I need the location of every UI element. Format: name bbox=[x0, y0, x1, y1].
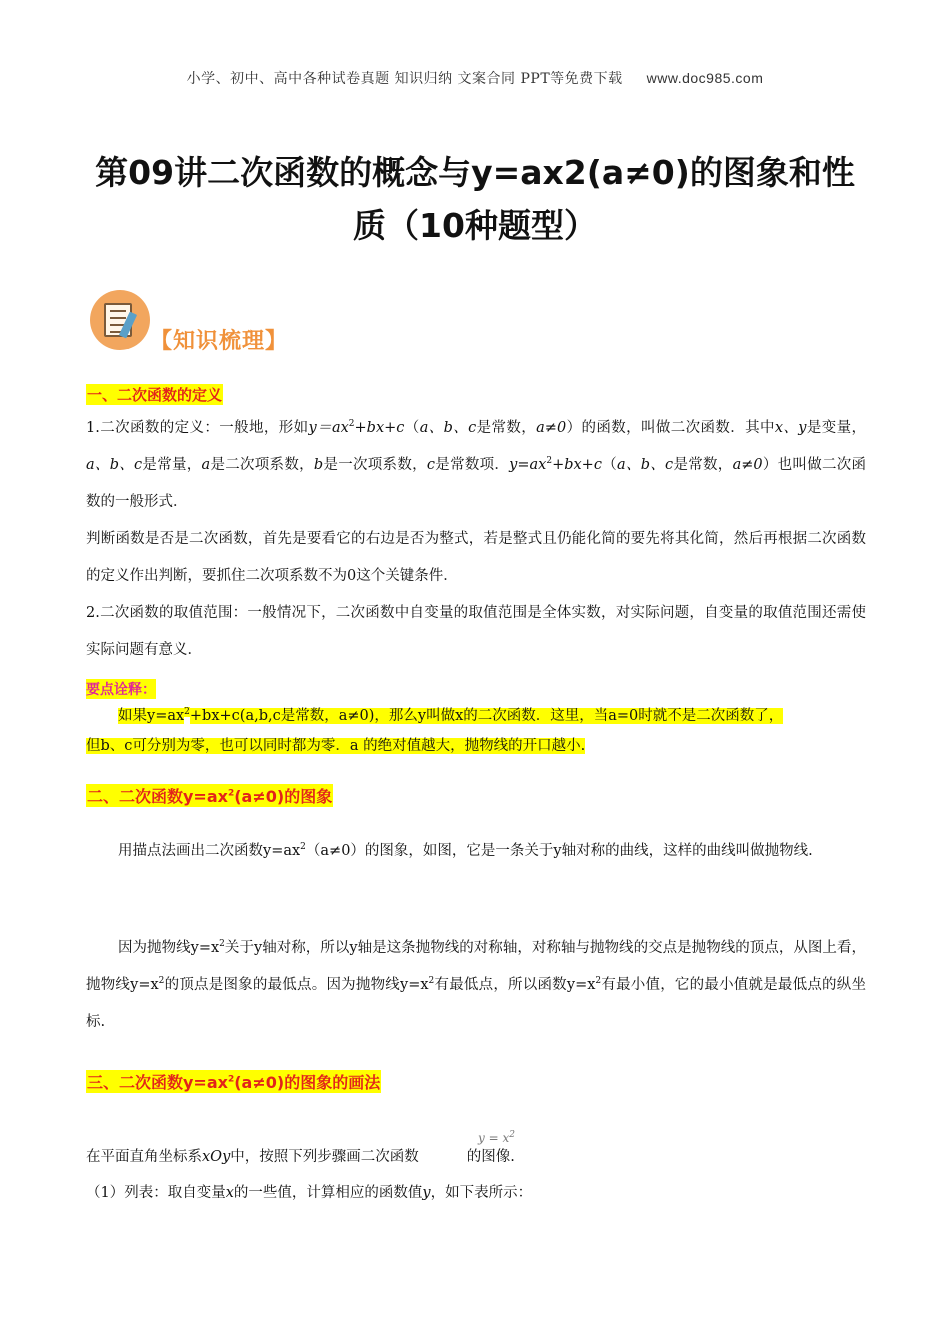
section1-paragraph2: 判断函数是否是二次函数，首先是要看它的右边是否为整式，若是整式且仍能化简的要先将其化简，然后再根据二次函数的定义作出判断，要抓住二次项系数不为0这个关键条件． bbox=[86, 531, 866, 584]
formula-image: $y = x^2$ bbox=[478, 1130, 515, 1145]
section1-paragraph1: 1.二次函数的定义：一般地，形如$y=ax^2+bx+c(a$、b、c是常数，a≠0）的函数，叫做二次函数．其中x、y是变量，a、b、c是常量，a是二次项系数，b是一次项系数，c是常数项．$y=ax^2+bx+c(a$、b、c是常数，a≠0）也叫做二次函数的一般形式． bbox=[86, 419, 867, 510]
doc-title-line1: 第09讲二次函数的概念与y=ax2(a≠0)的图象和性 bbox=[95, 153, 855, 192]
page-header bbox=[0, 68, 950, 88]
header-site: www.doc985.com bbox=[646, 70, 764, 86]
section2-heading: 二、二次函数$y=ax^2(a\ne 0)$的图象 bbox=[86, 784, 333, 807]
note-title: 要点诠释： bbox=[86, 679, 156, 699]
section3-paragraph2: （1）列表：取自变量x的一些值，计算相应的函数值y，如下表所示： bbox=[86, 1185, 533, 1201]
note-body: 如果$y=ax^2+bx+c(a,b,c$是常数，a≠0)，那么y叫做x的二次函数．这里，当a=0时就不是二次函数了， 但b、c可分别为零，也可以同时都为零．a 的绝对值越大，抛物线的开口越小. bbox=[86, 707, 784, 754]
header-text: 小学、初中、高中各种试卷真题 知识归纳 文案合同 PPT等免费下载 bbox=[186, 71, 623, 87]
section2-paragraph1: 用描点法画出二次函数$y=ax^2(a\ne 0)$的图象，如图，它是一条关于y轴对称的曲线，这样的曲线叫做抛物线. bbox=[118, 842, 813, 859]
knowledge-heading: 【知识梳理】 bbox=[150, 329, 289, 354]
doc-title-line2: 质（10种题型） bbox=[353, 206, 597, 245]
section2-paragraph2: 因为抛物线$y=x^2$关于y轴对称，所以y轴是这条抛物线的对称轴，对称轴与抛物线的交点是抛物线的顶点，从图上看，抛物线$y=x^2$的顶点是图象的最低点。因为抛物线$y=x^2$有最低点，所以函数$y=x^2$有最小值，它的最小值就是最低点的纵坐标. bbox=[86, 939, 866, 1030]
section3-heading: 三、二次函数$y=ax^2(a\ne 0)$的图象的画法 bbox=[86, 1070, 381, 1093]
section1-paragraph3: 2.二次函数的取值范围：一般情况下，二次函数中自变量的取值范围是全体实数，对实际问题，自变量的取值范围还需使实际问题有意义． bbox=[86, 605, 866, 658]
section3-paragraph1: 在平面直角坐标系xOy中，按照下列步骤画二次函数 的图像. bbox=[86, 1149, 515, 1165]
notebook-icon bbox=[90, 290, 150, 350]
section1-heading: 一、二次函数的定义 bbox=[87, 386, 223, 404]
